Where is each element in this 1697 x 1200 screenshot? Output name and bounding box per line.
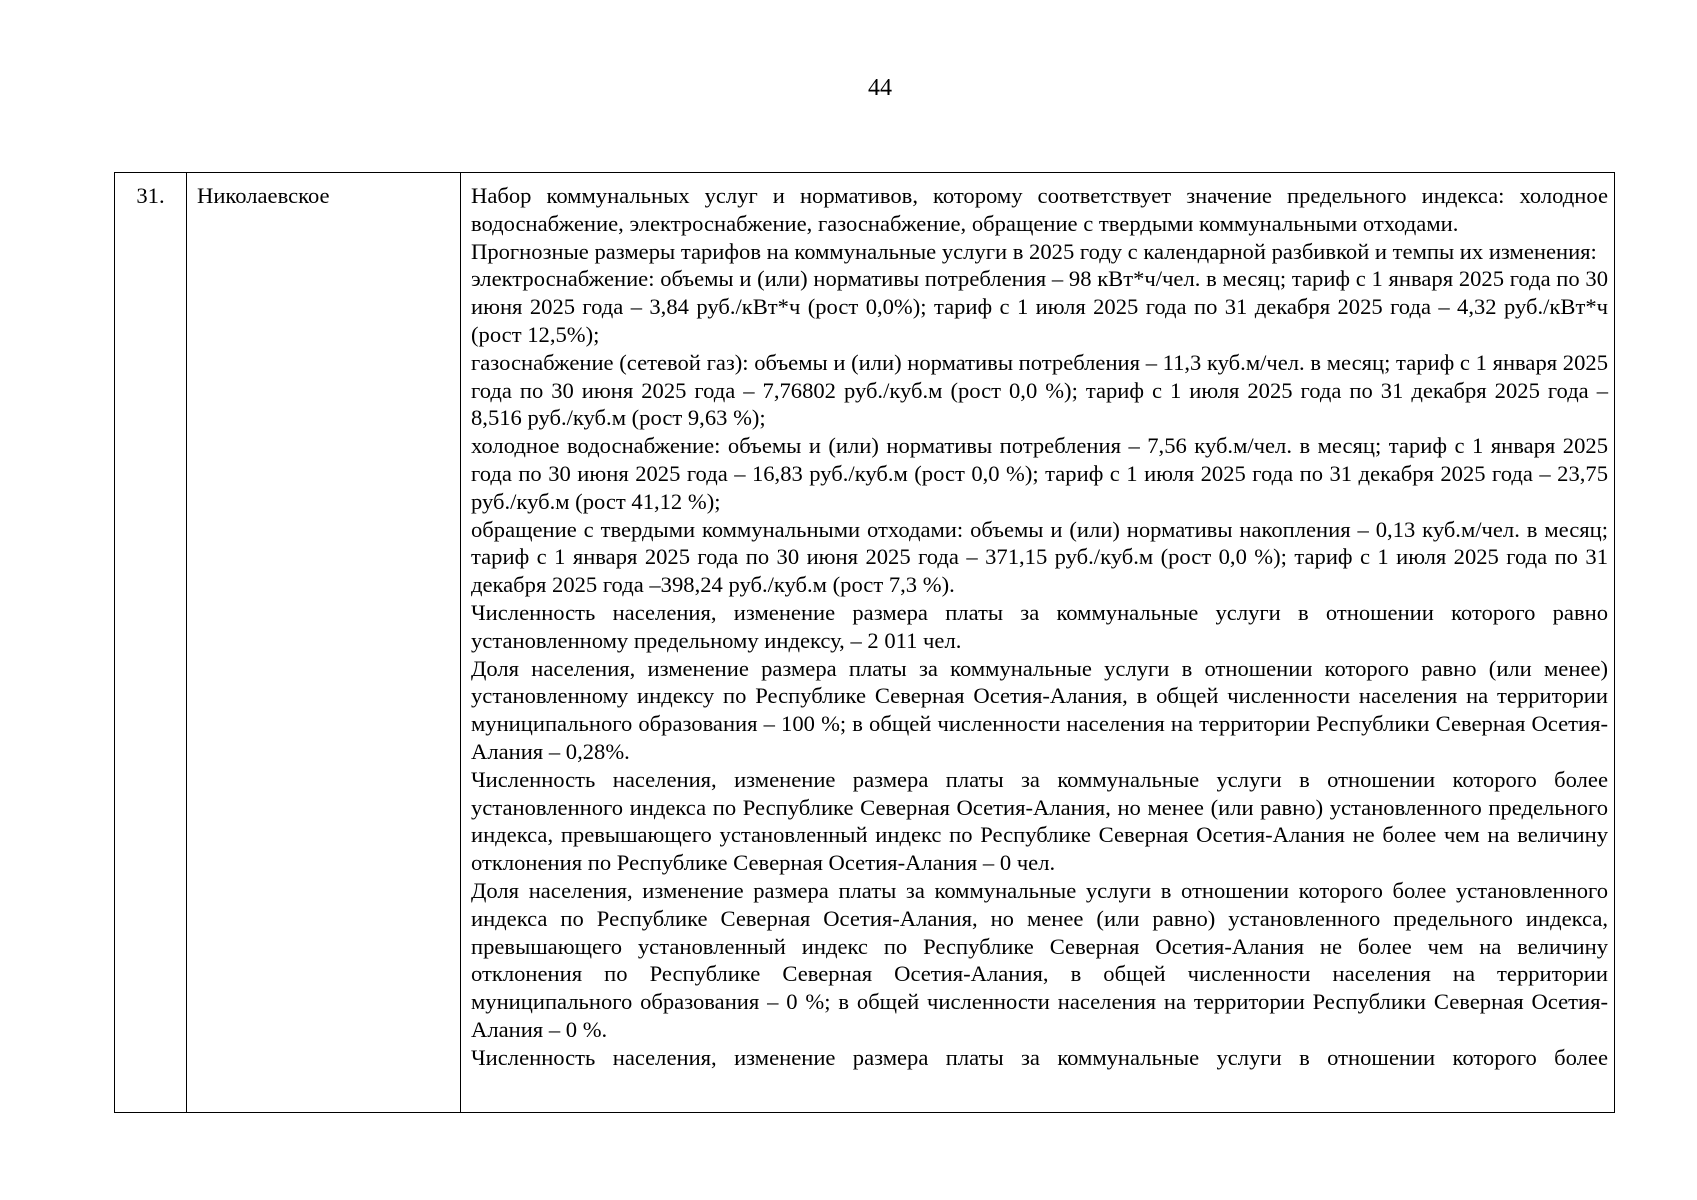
solid-waste-tariff-paragraph: обращение с твердыми коммунальными отходами: объемы и (или) нормативы накопления – 0,13 куб.м/чел. в месяц; тариф с 1 января 2025 года по 30 июня 2025 года – 371,15 руб./куб.м (рост 0,0 %); тариф с 1 июля 2025 года по 31 декабря 2025 года –398,24 руб./куб.м (рост 7,3 %).: [471, 516, 1608, 598]
share-equal-index-paragraph: Доля населения, изменение размера платы за коммунальные услуги в отношении которого равно (или менее) установленному индексу по Республике Северная Осетия-Алания, в общей численности населения на территории муниципального образования – 100 %; в общей численности населения на территории Республики Северная Осетия-Алания – 0,28%.: [471, 655, 1608, 764]
population-above-index-paragraph: Численность населения, изменение размера платы за коммунальные услуги в отношении которого более установленного индекса по Республике Северная Осетия-Алания, но менее (или равно) установленного предельного индекса, превышающего установленный индекс по Республике Северная Осетия-Алания не более чем на величину отклонения по Республике Северная Осетия-Алания – 0 чел.: [471, 766, 1608, 876]
cold-water-tariff-paragraph: холодное водоснабжение: объемы и (или) нормативы потребления – 7,56 куб.м/чел. в месяц; тариф с 1 января 2025 года по 30 июня 2025 года – 16,83 руб./куб.м (рост 0,0 %); тариф с 1 июля 2025 года по 31 декабря 2025 года – 23,75 руб./куб.м (рост 41,12 %);: [471, 433, 1608, 514]
tariff-table: [114, 172, 1615, 1113]
population-equal-index-paragraph: Численность населения, изменение размера платы за коммунальные услуги в отношении которого равно установленному предельному индексу, – 2 011 чел.: [471, 599, 1608, 653]
gas-tariff-paragraph: газоснабжение (сетевой газ): объемы и (или) нормативы потребления – 11,3 куб.м/чел. в месяц; тариф с 1 января 2025 года по 30 июня 2025 года – 7,76802 руб./куб.м (рост 0,0 %); тариф с 1 июля 2025 года по 31 декабря 2025 года – 8,516 руб./куб.м (рост 9,63 %);: [471, 349, 1608, 431]
share-above-index-paragraph: Доля населения, изменение размера платы за коммунальные услуги в отношении которого более установленного индекса по Республике Северная Осетия-Алания, но менее (или равно) установленного предельного индекса, превышающего установленный индекс по Республике Северная Осетия-Алания не более чем на величину отклонения по Республике Северная Осетия-Алания, в общей численности населения на территории муниципального образования – 0 %; в общей численности населения на территории Республики Северная Осетия-Алания – 0 %.: [471, 877, 1608, 1042]
description-cell: [461, 173, 1614, 1112]
municipality-name-cell: Николаевское: [187, 173, 461, 1112]
services-set-paragraph: Набор коммунальных услуг и нормативов, которому соответствует значение предельного индекса: холодное водоснабжение, электроснабжение, газоснабжение, обращение с твердыми коммунальными отходами.: [471, 183, 1608, 236]
page-number: 44: [868, 75, 892, 101]
electricity-tariff-paragraph: электроснабжение: объемы и (или) нормативы потребления – 98 кВт*ч/чел. в месяц; тариф с 1 января 2025 года по 30 июня 2025 года – 3,84 руб./кВт*ч (рост 0,0%); тариф с 1 июля 2025 года по 31 декабря 2025 года – 4,32 руб./кВт*ч (рост 12,5%);: [471, 266, 1608, 347]
population-continued-paragraph: Численность населения, изменение размера платы за коммунальные услуги в отношении которого более: [471, 1044, 1608, 1070]
row-number-cell: 31.: [115, 173, 187, 1112]
forecast-tariffs-intro-paragraph: Прогнозные размеры тарифов на коммунальные услуги в 2025 году с календарной разбивкой и темпы их изменения:: [471, 238, 1597, 264]
